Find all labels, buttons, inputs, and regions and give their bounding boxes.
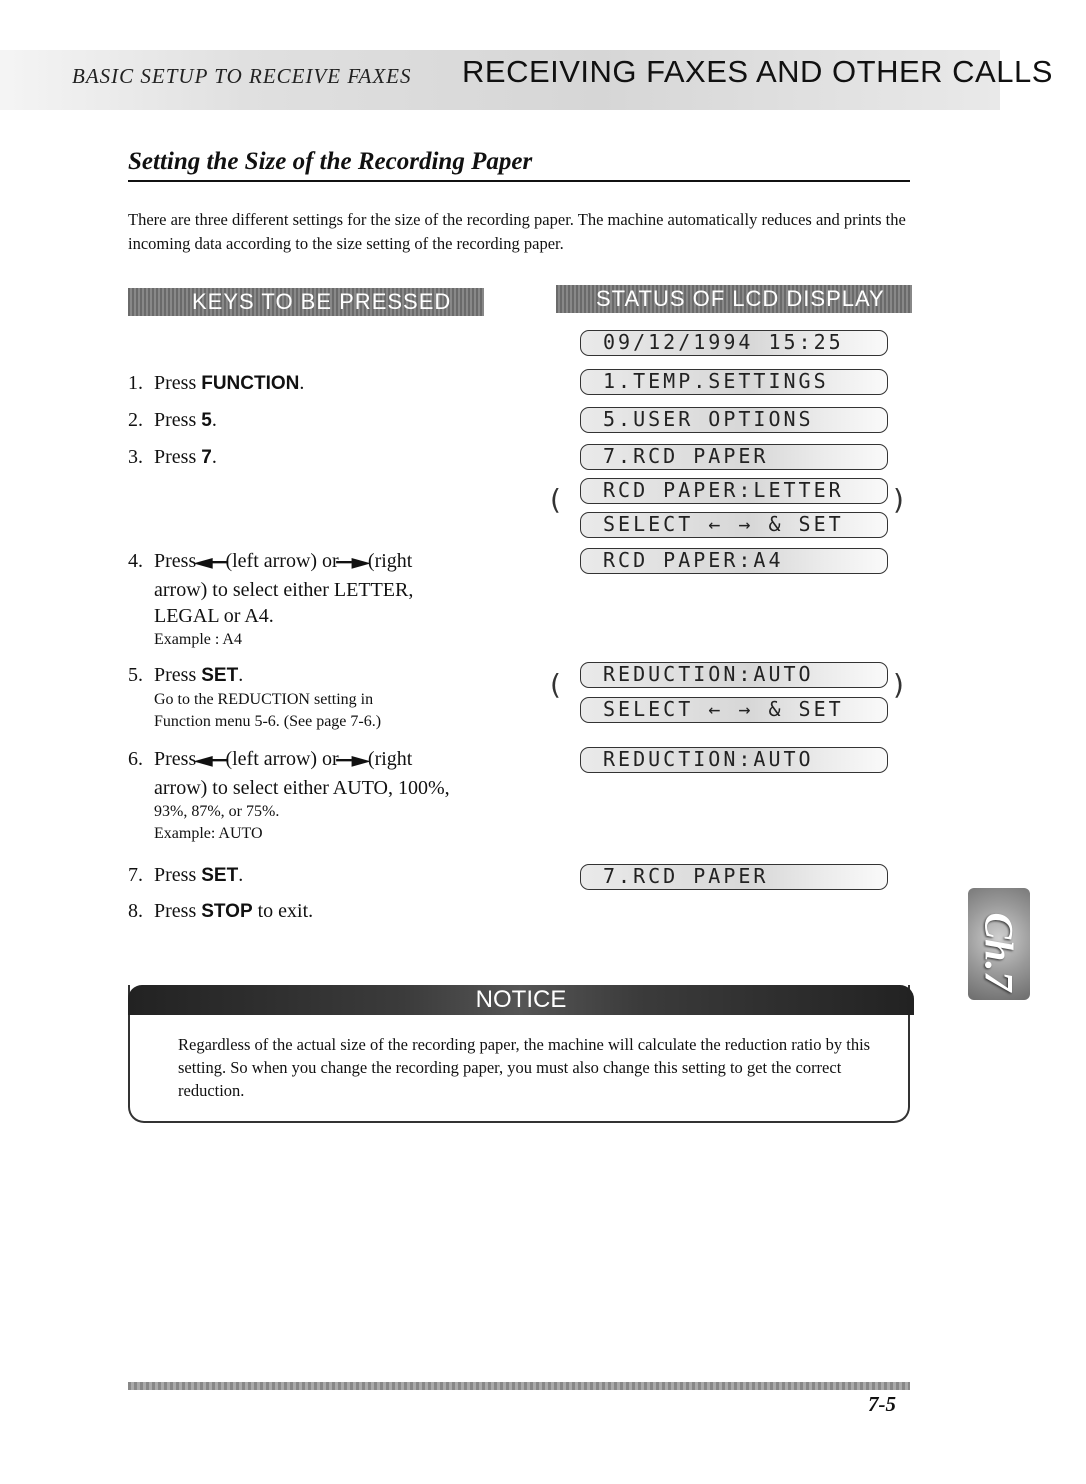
loop-arrow-left-icon: (: [550, 483, 561, 516]
step-6-example: Example: AUTO: [154, 825, 263, 842]
right-arrow-icon: ━▶: [336, 556, 371, 571]
step-4: 4. Press ◀━ (left arrow) or ━▶ (right arrow) to select either LETTER, LEGAL or A4. Example : A4: [128, 548, 488, 651]
loop-arrow-right-icon: ): [893, 668, 904, 701]
section-title: Setting the Size of the Recording Paper: [128, 148, 533, 175]
keys-to-be-pressed-label: KEYS TO BE PRESSED: [128, 288, 484, 316]
lcd-rcd-paper-letter: RCD PAPER:LETTER: [580, 478, 888, 504]
function-key: FUNCTION: [201, 373, 300, 394]
step-8: 8. Press STOP to exit.: [128, 900, 314, 922]
lcd-display-label: STATUS OF LCD DISPLAY: [556, 285, 912, 313]
footer-rule: [128, 1382, 910, 1390]
page-number: 7-5: [868, 1392, 896, 1416]
step-3: 3. Press 7.: [128, 446, 217, 468]
step-5: 5. Press SET. Go to the REDUCTION setting in Function menu 5-6. (See page 7-6.): [128, 664, 382, 730]
left-arrow-icon: ◀━: [193, 556, 229, 571]
step-6: 6. Press ◀━ (left arrow) or ━▶ (right arrow) to select either AUTO, 100%, 93%, 87%, or 75%. Example: AUTO: [128, 746, 488, 845]
lcd-user-options: 5.USER OPTIONS: [580, 407, 888, 433]
notice-text: Regardless of the actual size of the recording paper, the machine will calculate the reduction ratio by this setting. So when you change the recording paper, you must also change this setting to get the correct reduction.: [178, 1035, 871, 1100]
intro-paragraph: There are three different settings for the size of the recording paper. The machine automatically reduces and prints the incoming data according to the size setting of the recording paper.: [128, 210, 906, 253]
loop-arrow-left-icon: (: [550, 668, 561, 701]
lcd-temp-settings: 1.TEMP.SETTINGS: [580, 369, 888, 395]
section-rule: [128, 180, 910, 182]
lcd-reduction-auto-final: REDUCTION:AUTO: [580, 747, 888, 773]
step-4-example: Example : A4: [154, 631, 242, 648]
step-1: 1. Press FUNCTION.: [128, 372, 305, 394]
step-2: 2. Press 5.: [128, 409, 217, 431]
key-5: 5: [201, 410, 212, 431]
header-section-title: BASIC SETUP TO RECEIVE FAXES: [72, 64, 412, 88]
left-arrow-icon: ◀━: [193, 754, 229, 769]
lcd-rcd-paper: 7.RCD PAPER: [580, 444, 888, 470]
lcd-rcd-paper-a4: RCD PAPER:A4: [580, 548, 888, 574]
set-key: SET: [201, 665, 239, 686]
notice-title: NOTICE: [475, 986, 567, 1013]
header-chapter-title: RECEIVING FAXES AND OTHER CALLS: [462, 54, 1053, 89]
chapter-tab-label: Ch.7: [976, 912, 1022, 992]
right-arrow-icon: ━▶: [336, 754, 371, 769]
stop-key: STOP: [201, 901, 253, 922]
lcd-select-set: SELECT ← → & SET: [580, 697, 888, 723]
set-key: SET: [201, 865, 239, 886]
lcd-date-time: 09/12/1994 15:25: [580, 330, 888, 356]
loop-arrow-right-icon: ): [893, 483, 904, 516]
lcd-reduction-auto: REDUCTION:AUTO: [580, 662, 888, 688]
key-7: 7: [201, 447, 212, 468]
lcd-rcd-paper-final: 7.RCD PAPER: [580, 864, 888, 890]
lcd-select-set: SELECT ← → & SET: [580, 512, 888, 538]
step-7: 7. Press SET.: [128, 864, 244, 886]
